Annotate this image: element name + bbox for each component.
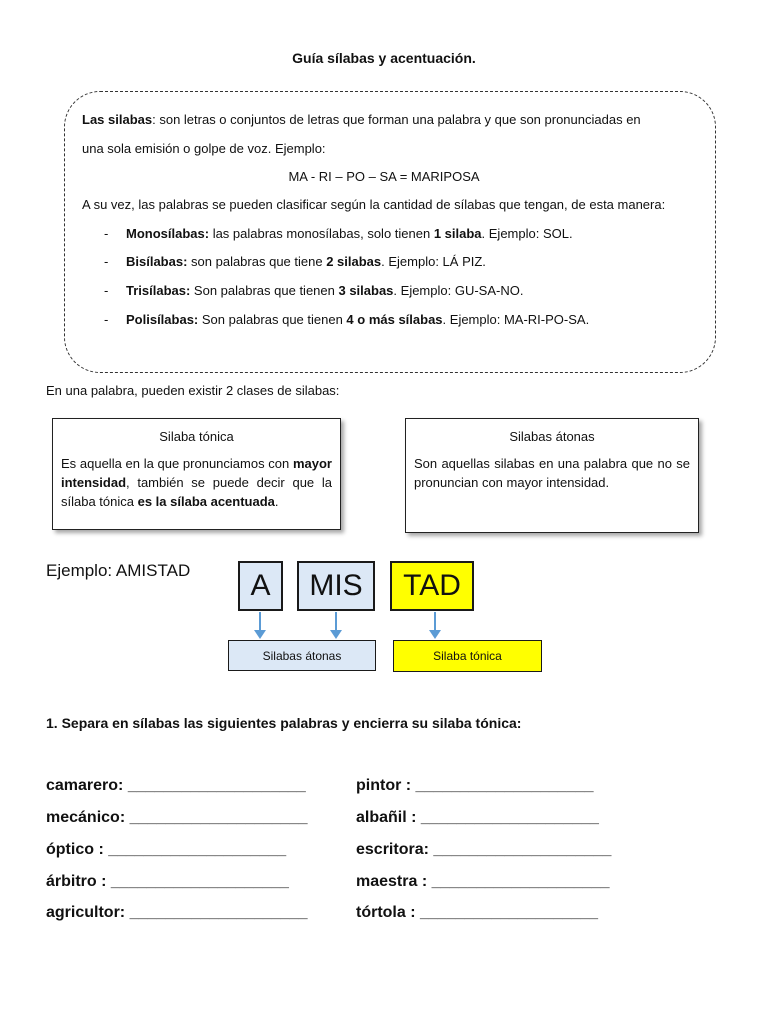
syllable-mis: MIS bbox=[297, 561, 375, 611]
definition-line-2: una sola emisión o golpe de voz. Ejemplo: bbox=[82, 141, 326, 156]
bullet-dash: - bbox=[104, 312, 109, 327]
atonas-card bbox=[405, 418, 699, 533]
bullet-monosilabas: Monosílabas: las palabras monosílabas, solo tienen 1 silaba. Ejemplo: SOL. bbox=[126, 226, 573, 241]
syllable-tad: TAD bbox=[390, 561, 474, 611]
classify-intro: A su vez, las palabras se pueden clasificar según la cantidad de sílabas que tengan, de esta manera: bbox=[82, 197, 666, 212]
definition-example: MA - RI – PO – SA = MARIPOSA bbox=[288, 169, 480, 184]
atonas-title: Silabas átonas bbox=[509, 429, 595, 444]
arrow-tad bbox=[434, 612, 436, 630]
tonica-title: Silaba tónica bbox=[159, 429, 234, 444]
arrow-tad-head bbox=[429, 630, 441, 639]
bullet-bisilabas: Bisílabas: son palabras que tiene 2 silabas. Ejemplo: LÁ PIZ. bbox=[126, 254, 486, 269]
classes-intro: En una palabra, pueden existir 2 clases de silabas: bbox=[46, 383, 340, 398]
bullet-dash: - bbox=[104, 226, 109, 241]
exercise-item-maestra[interactable]: maestra : ____________________ bbox=[356, 873, 610, 890]
exercise-item-camarero[interactable]: camarero: ____________________ bbox=[46, 777, 306, 794]
atonas-body: Son aquellas silabas en una palabra que no se pronuncian con mayor intensidad. bbox=[414, 456, 690, 490]
tonica-card bbox=[52, 418, 341, 530]
arrow-mis bbox=[335, 612, 337, 630]
exercise-title: 1. Separa en sílabas las siguientes palabras y encierra su silaba tónica: bbox=[46, 715, 522, 731]
exercise-item-mecanico[interactable]: mecánico: ____________________ bbox=[46, 809, 308, 826]
exercise-item-albanil[interactable]: albañil : ____________________ bbox=[356, 809, 599, 826]
arrow-mis-head bbox=[330, 630, 342, 639]
syllable-a: A bbox=[238, 561, 283, 611]
exercise-item-optico[interactable]: óptico : ____________________ bbox=[46, 841, 287, 858]
tonica-body: Es aquella en la que pronunciamos con mayor intensidad, también se puede decir que la sílaba tónica es la sílaba acentuada. bbox=[61, 456, 332, 509]
bullet-dash: - bbox=[104, 254, 109, 269]
definition-term: Las silabas bbox=[82, 112, 153, 127]
bullet-trisilabas: Trisílabas: Son palabras que tienen 3 silabas. Ejemplo: GU-SA-NO. bbox=[126, 283, 524, 298]
exercise-item-arbitro[interactable]: árbitro : ____________________ bbox=[46, 873, 289, 890]
bullet-polisilabas: Polisílabas: Son palabras que tienen 4 o más sílabas. Ejemplo: MA-RI-PO-SA. bbox=[126, 312, 590, 327]
label-tonica: Silaba tónica bbox=[393, 640, 542, 672]
exercise-item-pintor[interactable]: pintor : ____________________ bbox=[356, 777, 594, 794]
exercise-item-escritora[interactable]: escritora: ____________________ bbox=[356, 841, 612, 858]
arrow-a bbox=[259, 612, 261, 630]
page-title: Guía sílabas y acentuación. bbox=[292, 50, 476, 66]
bullet-dash: - bbox=[104, 283, 109, 298]
exercise-item-agricultor[interactable]: agricultor: ____________________ bbox=[46, 904, 308, 921]
arrow-a-head bbox=[254, 630, 266, 639]
label-atonas: Silabas átonas bbox=[228, 640, 376, 671]
example-label: Ejemplo: AMISTAD bbox=[46, 561, 191, 580]
exercise-item-tortola[interactable]: tórtola : ____________________ bbox=[356, 904, 598, 921]
definition-line-1: Las silabas: son letras o conjuntos de letras que forman una palabra y que son pronunciadas en bbox=[82, 112, 641, 127]
